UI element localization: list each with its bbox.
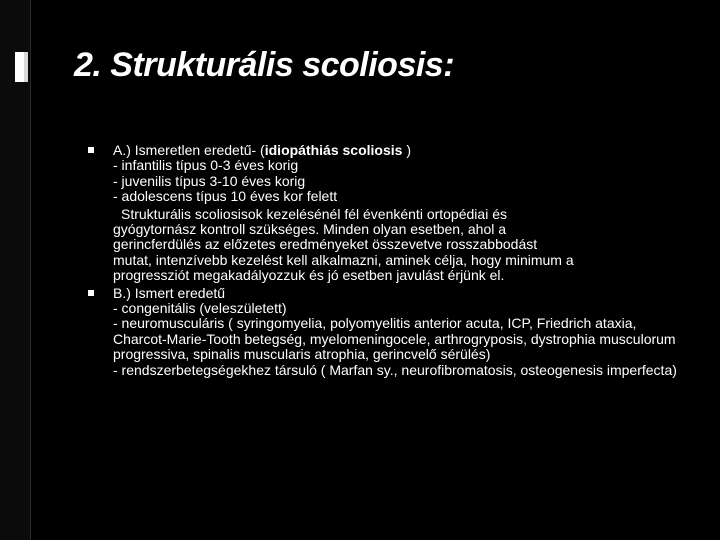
item-a-lead: A.) Ismeretlen eredetű- ( (113, 142, 265, 158)
note-line: gerincferdülés az előzetes eredményeket összevetve rosszabbodást (113, 236, 538, 253)
item-b-heading: B.) Ismert eredetű (113, 284, 226, 301)
slide-title: 2. Strukturális scoliosis: (74, 46, 455, 84)
item-a-line: - adolescens típus 10 éves kor felett (113, 188, 338, 205)
note-line: gyógytornász kontroll szükséges. Minden olyan esetben, ahol a (113, 221, 507, 238)
bullet-item-a (88, 143, 688, 205)
item-b-line: - congenitális (veleszületett) (113, 300, 287, 317)
item-a-line: - juvenilis típus 3-10 éves korig (113, 172, 306, 189)
item-a-heading (113, 143, 688, 158)
treatment-note (88, 207, 688, 284)
item-a-line: - infantilis típus 0-3 éves korig (113, 157, 299, 174)
item-b-line: - neuromusculáris ( syringomyelia, polyomyelitis anterior acuta, ICP, Friedrich ataxia, Charcot-Marie-Tooth betegség, myelomeningocele, arthrogryposis, dystrophia musculorum progressiva, spinalis muscularis atrophia, gerincvelő sérülés) (113, 315, 676, 363)
item-a-bold-term: idiopáthiás scoliosis (264, 142, 403, 158)
title-marker-bar (24, 52, 28, 82)
note-line: progressziót megakadályozzuk és jó esetben javulást érjünk el. (113, 267, 505, 284)
slide-body (88, 143, 688, 378)
bullet-item-b (88, 286, 688, 378)
item-b-line: - rendszerbetegségekhez társuló ( Marfan sy., neurofibromatosis, osteogenesis imperfecta) (113, 361, 677, 378)
square-bullet-icon (88, 147, 94, 153)
item-a-tail: ) (402, 142, 411, 158)
note-line: mutat, intenzívebb kezelést kell alkalmazni, aminek célja, hogy minimum a (113, 251, 574, 268)
note-line: Strukturális scoliosisok kezelésénél fél évenkénti ortopédiai és (121, 205, 507, 222)
title-marker-square (15, 52, 24, 82)
square-bullet-icon (88, 290, 94, 296)
